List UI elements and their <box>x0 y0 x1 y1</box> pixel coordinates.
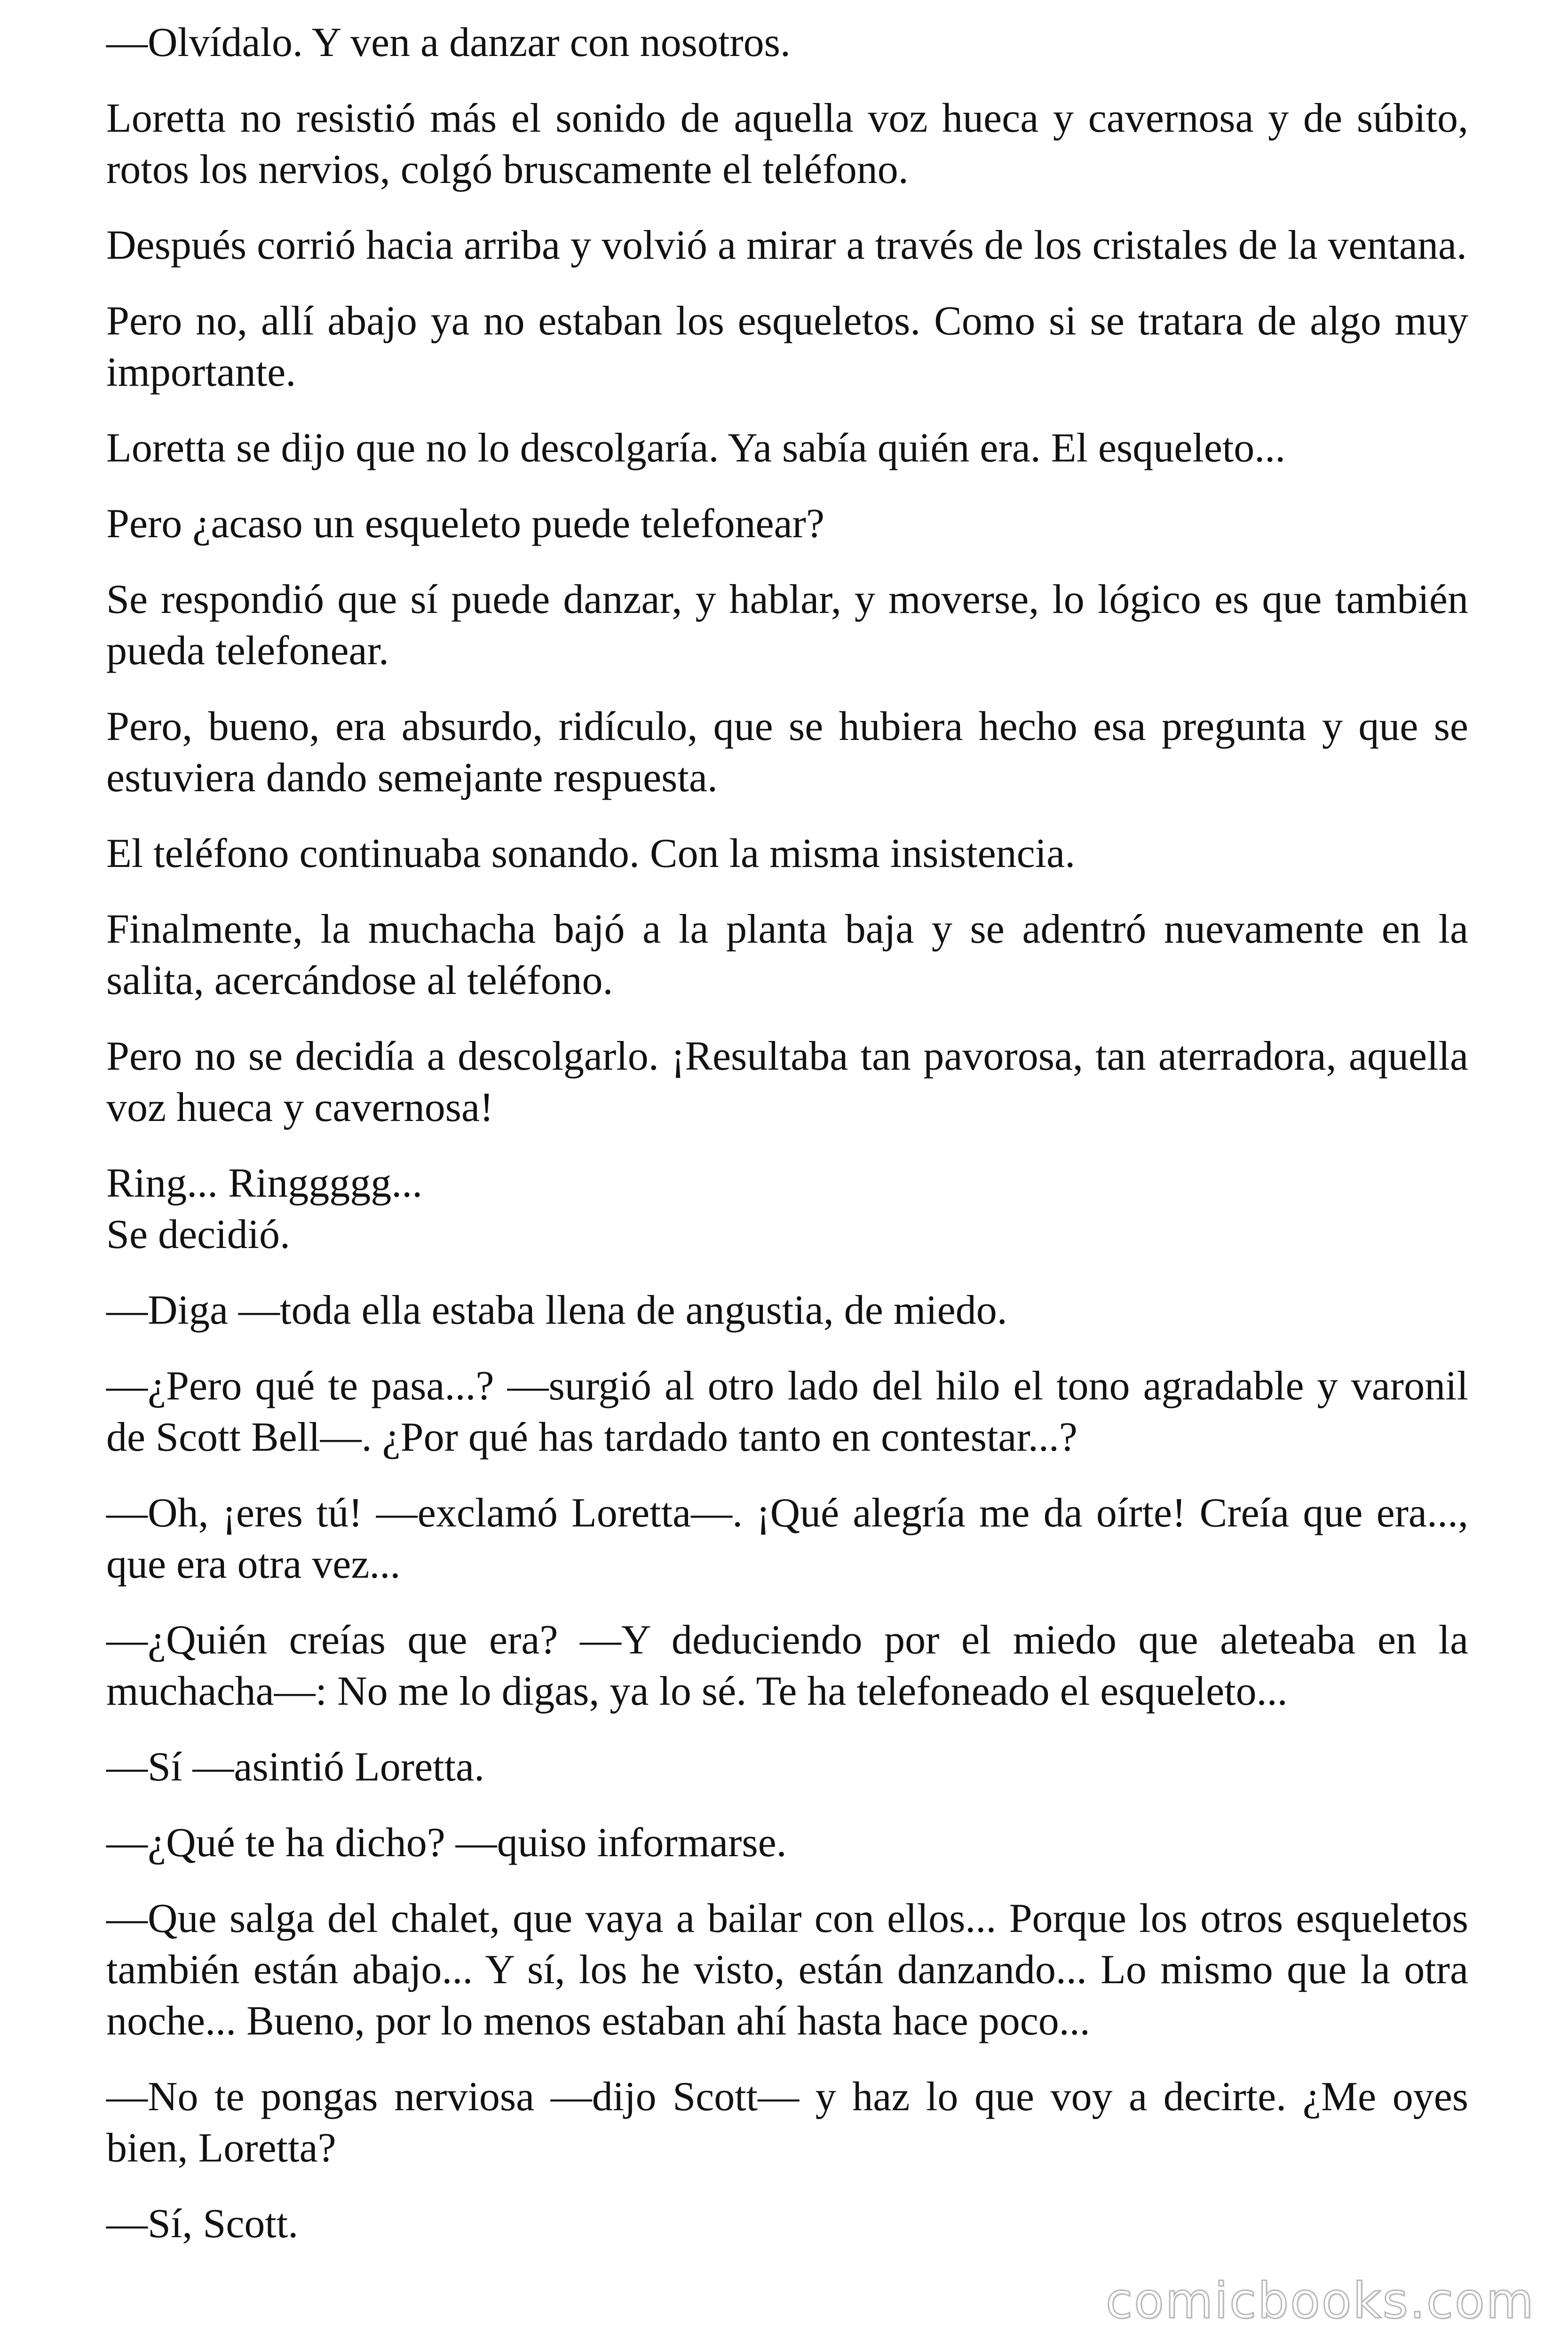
paragraph: —¿Quién creías que era? —Y deduciendo por el miedo que aleteaba en la muchacha—: No me lo digas, ya lo sé. Te ha telefoneado el esqueleto... <box>106 1617 1468 1714</box>
paragraph: Loretta no resistió más el sonido de aquella voz hueca y cavernosa y de súbito, rotos los nervios, colgó bruscamente el teléfono. <box>106 95 1468 192</box>
paragraph: Pero no se decidía a descolgarlo. ¡Resultaba tan pavorosa, tan aterradora, aquella voz hueca y cavernosa! <box>106 1033 1468 1130</box>
paragraph: Finalmente, la muchacha bajó a la planta baja y se adentró nuevamente en la salita, acercándose al teléfono. <box>106 906 1468 1003</box>
paragraph: —Olvídalo. Y ven a danzar con nosotros. <box>106 20 791 65</box>
paragraph: Pero ¿acaso un esqueleto puede telefonear? <box>106 501 825 547</box>
body-text <box>106 17 1468 2249</box>
paragraph: —No te pongas nerviosa —dijo Scott— y haz lo que voy a decirte. ¿Me oyes bien, Loretta? <box>106 2074 1468 2171</box>
paragraph: —Diga —toda ella estaba llena de angustia, de miedo. <box>106 1287 1007 1333</box>
paragraph: Pero no, allí abajo ya no estaban los esqueletos. Como si se tratara de algo muy importante. <box>106 298 1468 395</box>
paragraph: —¿Pero qué te pasa...? —surgió al otro lado del hilo el tono agradable y varonil de Scott Bell—. ¿Por qué has tardado tanto en contestar...? <box>106 1363 1468 1460</box>
paragraph: Se decidió. <box>106 1212 291 1257</box>
watermark: comicbooks.com <box>1105 2272 1535 2329</box>
paragraph: Pero, bueno, era absurdo, ridículo, que se hubiera hecho esa pregunta y que se estuviera dando semejante respuesta. <box>106 704 1468 801</box>
paragraph: —Oh, ¡eres tú! —exclamó Loretta—. ¡Qué alegría me da oírte! Creía que era..., que era otra vez... <box>106 1490 1468 1587</box>
paragraph: Loretta se dijo que no lo descolgaría. Ya sabía quién era. El esqueleto... <box>106 425 1286 471</box>
paragraph: —Sí, Scott. <box>106 2201 299 2247</box>
paragraph: Se respondió que sí puede danzar, y hablar, y moverse, lo lógico es que también pueda telefonear. <box>106 577 1468 674</box>
paragraph: —¿Qué te ha dicho? —quiso informarse. <box>106 1820 787 1866</box>
paragraph: —Que salga del chalet, que vaya a bailar con ellos... Porque los otros esqueletos también están abajo... Y sí, los he visto, están danzando... Lo mismo que la otra noche... Bueno, por lo menos estaban ahí hasta hace poco... <box>106 1896 1468 2044</box>
paragraph: Ring... Ringgggg... <box>106 1160 423 1206</box>
paragraph: Después corrió hacia arriba y volvió a mirar a través de los cristales de la ventana. <box>106 222 1467 268</box>
paragraph: —Sí —asintió Loretta. <box>106 1744 485 1790</box>
paragraph: El teléfono continuaba sonando. Con la misma insistencia. <box>106 831 1076 876</box>
